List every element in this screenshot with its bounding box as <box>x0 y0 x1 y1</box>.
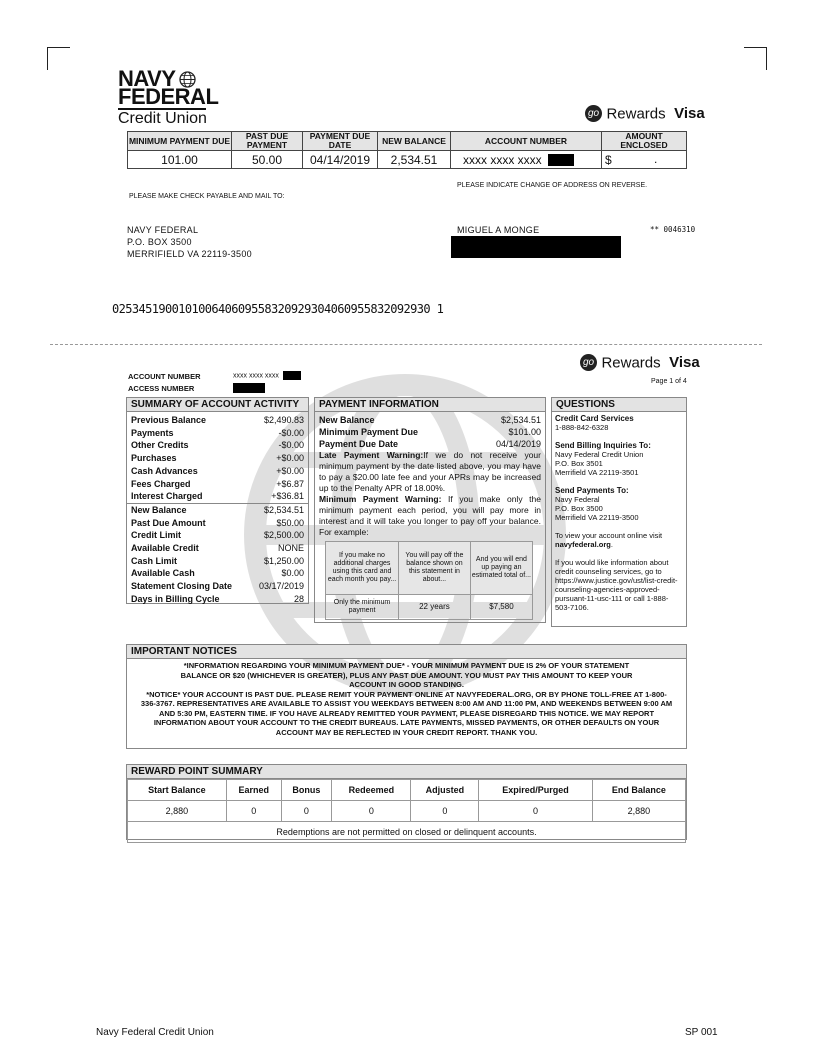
row-label: Statement Closing Date <box>131 581 233 592</box>
credit-card-services-phone: 1-888-842-6328 <box>555 423 609 432</box>
ocr-scanline: 025345190010100640609558320929304060955832092930 1 <box>112 302 444 316</box>
go-logo-icon: go <box>580 354 597 371</box>
credit-card-services-label: Credit Card Services <box>555 414 634 423</box>
row-label: Credit Limit <box>131 530 182 541</box>
go-rewards-visa-logo-top <box>585 105 705 123</box>
change-of-address-note: PLEASE INDICATE CHANGE OF ADDRESS ON REVERSE. <box>457 182 648 189</box>
remit-line3: MERRIFIELD VA 22119-3500 <box>127 249 252 259</box>
go-rewards-visa-logo-statement <box>580 354 700 372</box>
reward-header: Expired/Purged <box>479 780 593 801</box>
rewards-word: Rewards <box>606 105 666 123</box>
summary-row <box>127 490 308 504</box>
minimum-payment-example-table <box>325 541 533 620</box>
account-number-value <box>451 151 602 169</box>
send-payments-label: Send Payments To: <box>555 486 629 495</box>
row-label: Previous Balance <box>131 415 207 425</box>
reward-header: Redeemed <box>332 780 411 801</box>
row-value: $2,490.83 <box>263 415 304 425</box>
minimum-payment-warning <box>315 494 545 538</box>
row-label: Interest Charged <box>131 491 203 502</box>
row-value: 03/17/2019 <box>258 581 304 592</box>
account-number-masked: xxxx xxxx xxxx <box>463 152 542 167</box>
example-header: If you make no additional charges using this card and each month you pay... <box>326 542 399 595</box>
redaction-bar <box>283 371 301 380</box>
row-value: $1,250.00 <box>263 555 304 566</box>
row-value: -$0.00 <box>278 440 304 451</box>
reward-value: 2,880 <box>128 801 227 822</box>
late-warning-label: Late Payment Warning: <box>319 450 424 460</box>
summary-row <box>127 567 308 580</box>
account-number-statement <box>233 371 301 380</box>
row-value: -$0.00 <box>278 427 304 438</box>
reward-point-summary <box>126 764 687 840</box>
summary-row <box>127 414 308 427</box>
account-number-label: ACCOUNT NUMBER <box>128 372 201 381</box>
payment-information <box>314 397 546 623</box>
row-label: Other Credits <box>131 440 189 451</box>
billing-line: Navy Federal Credit Union <box>555 450 644 459</box>
billing-inquiries-label: Send Billing Inquiries To: <box>555 441 651 450</box>
summary-row <box>127 504 308 517</box>
row-label: New Balance <box>319 415 375 425</box>
reward-value: 0 <box>411 801 479 822</box>
important-notices <box>126 644 687 749</box>
example-cell: $7,580 <box>470 595 532 620</box>
summary-row <box>127 517 308 530</box>
summary-row <box>127 580 308 593</box>
access-number-label: ACCESS NUMBER <box>128 384 195 393</box>
logo-line3: Credit Union <box>118 110 207 127</box>
payment-coupon-table <box>127 131 687 169</box>
coupon-header: NEW BALANCE <box>378 132 451 151</box>
row-value: $2,500.00 <box>263 530 304 541</box>
row-label: Fees Charged <box>131 478 191 489</box>
website-link[interactable]: navyfederal.org <box>555 540 611 549</box>
coupon-header: PAYMENT DUE DATE <box>303 132 378 151</box>
summary-row <box>127 452 308 465</box>
coupon-header: AMOUNT ENCLOSED <box>602 132 687 151</box>
row-label: Days in Billing Cycle <box>131 593 220 604</box>
summary-row <box>127 439 308 452</box>
payments-line: P.O. Box 3500 <box>555 504 603 513</box>
logo-line1: NAVY <box>118 66 176 91</box>
footer-left: Navy Federal Credit Union <box>96 1027 214 1038</box>
questions-panel <box>551 397 687 627</box>
late-warning-text: If we do not receive your minimum payment by the date listed above, you may have to pay a $20.00 late fee and your APRs may be increased up to the Penalty APR of 18.00%. <box>319 450 541 493</box>
row-label: Payments <box>131 427 174 438</box>
reward-header: Start Balance <box>128 780 227 801</box>
reward-header: Bonus <box>281 780 332 801</box>
view-text: To view your account online visit <box>555 531 663 540</box>
summary-row <box>127 465 308 478</box>
reward-summary-title: REWARD POINT SUMMARY <box>127 765 686 779</box>
summary-row <box>127 555 308 568</box>
summary-of-account-activity <box>126 397 309 604</box>
row-value: $50.00 <box>276 517 304 528</box>
page-indicator: Page 1 of 4 <box>651 378 687 385</box>
new-balance-value: 2,534.51 <box>378 151 451 169</box>
summary-row <box>127 478 308 491</box>
row-label: Available Credit <box>131 543 199 554</box>
row-value: 04/14/2019 <box>495 439 541 449</box>
billing-line: P.O. Box 3501 <box>555 459 603 468</box>
example-header: And you will end up paying an estimated total of... <box>470 542 532 595</box>
row-label: Available Cash <box>131 568 195 579</box>
footer-right: SP 001 <box>685 1027 718 1038</box>
member-name: MIGUEL A MONGE <box>457 225 540 235</box>
crop-mark-left <box>47 47 70 70</box>
view-end: . <box>610 540 613 549</box>
payments-line: Merrifield VA 22119-3500 <box>555 513 639 522</box>
rewards-word: Rewards <box>601 354 661 372</box>
row-value: +$36.81 <box>271 491 304 502</box>
reward-point-table <box>127 779 686 843</box>
min-warning-label: Minimum Payment Warning: <box>319 494 442 504</box>
remit-address <box>127 224 252 260</box>
row-value: +$6.87 <box>276 478 304 489</box>
reward-header: Adjusted <box>411 780 479 801</box>
row-value: $2,534.51 <box>263 504 304 515</box>
reward-value: 0 <box>226 801 281 822</box>
row-value: +$0.00 <box>276 465 304 476</box>
reward-value: 0 <box>332 801 411 822</box>
view-account-online <box>555 531 683 549</box>
row-value: $101.00 <box>508 427 541 437</box>
row-value: +$0.00 <box>276 453 304 464</box>
questions-title: QUESTIONS <box>552 398 686 412</box>
member-address-redaction <box>451 236 621 258</box>
navy-federal-logo <box>118 66 219 128</box>
payment-title: PAYMENT INFORMATION <box>315 398 545 412</box>
row-label: New Balance <box>131 504 187 515</box>
payment-row <box>315 426 545 438</box>
perforation-line <box>50 344 762 345</box>
payments-line: Navy Federal <box>555 495 600 504</box>
remit-line2: P.O. BOX 3500 <box>127 237 192 247</box>
member-code: ** 0046310 <box>650 225 696 234</box>
access-number-redaction <box>233 383 265 393</box>
summary-title: SUMMARY OF ACCOUNT ACTIVITY <box>127 398 308 412</box>
dollar-sign: $ <box>605 152 612 167</box>
summary-row <box>127 593 308 606</box>
reward-value: 0 <box>281 801 332 822</box>
row-label: Purchases <box>131 453 177 464</box>
credit-counseling-text: If you would like information about credit counseling services, go to https://www.justice.gov/ust/list-credit-counseling-agencies-approved-pursuant-11-usc-111 or call 1-888-503-7106. <box>555 558 678 612</box>
past-due-payment-value: 50.00 <box>232 151 303 169</box>
row-label: Payment Due Date <box>319 439 399 449</box>
redaction-bar <box>548 154 574 166</box>
reward-value: 0 <box>479 801 593 822</box>
row-value: 28 <box>293 593 304 604</box>
payable-note: PLEASE MAKE CHECK PAYABLE AND MAIL TO: <box>129 193 285 200</box>
crop-mark-right <box>744 47 767 70</box>
coupon-header: MINIMUM PAYMENT DUE <box>128 132 232 151</box>
visa-word: Visa <box>674 105 705 123</box>
payment-due-date-value: 04/14/2019 <box>303 151 378 169</box>
notices-title: IMPORTANT NOTICES <box>127 645 686 659</box>
remit-line1: NAVY FEDERAL <box>127 225 199 235</box>
billing-line: Merrifield VA 22119-3501 <box>555 468 639 477</box>
payment-row <box>315 438 545 450</box>
cents-dot: . <box>654 152 658 166</box>
visa-word: Visa <box>669 354 700 372</box>
row-label: Minimum Payment Due <box>319 427 419 437</box>
reward-footnote: Redemptions are not permitted on closed or delinquent accounts. <box>128 822 686 843</box>
reward-header: Earned <box>226 780 281 801</box>
go-logo-icon: go <box>585 105 602 122</box>
summary-row <box>127 427 308 440</box>
row-value: NONE <box>277 543 304 554</box>
summary-row <box>127 542 308 555</box>
notice-past-due: *NOTICE* YOUR ACCOUNT IS PAST DUE. PLEASE REMIT YOUR PAYMENT ONLINE AT NAVYFEDERAL.ORG, OR BY PHONE TOLL-FREE AT 1-800-336-3767. REPRESENTATIVES ARE AVAILABLE TO ASSIST YOU WEEKDAYS BETWEEN 8:00 AM AND 11:00 PM, AND WEEKENDS BETWEEN 9:00 AM AND 5:30 PM, EASTERN TIME. IF YOU HAVE ALREADY REMITTED YOUR PAYMENT, PLEASE DISREGARD THIS NOTICE. WE MAY REPORT INFORMATION ABOUT YOUR ACCOUNT TO THE CREDIT BUREAUS. LATE PAYMENTS, MISSED PAYMENTS, OR OTHER DEFAULTS ON YOUR ACCOUNT MAY BE REFLECTED IN YOUR CREDIT REPORT. THANK YOU. <box>140 689 673 737</box>
example-cell: 22 years <box>399 595 471 620</box>
notice-minimum-payment: *INFORMATION REGARDING YOUR MINIMUM PAYMENT DUE* - YOUR MINIMUM PAYMENT DUE IS 2% OF YOUR STATEMENT BALANCE OR $20 (WHICHEVER IS GREATER), PLUS ANY PAST DUE AMOUNT. YOU MUST PAY THIS AMOUNT TO KEEP YOUR ACCOUNT IN GOOD STANDING. <box>180 661 633 689</box>
minimum-payment-due-value: 101.00 <box>128 151 232 169</box>
summary-row <box>127 529 308 542</box>
row-label: Cash Limit <box>131 555 178 566</box>
reward-value: 2,880 <box>592 801 685 822</box>
min-warning-text: If you make only the minimum payment each period, you will pay more in interest and it will take you longer to pay off your balance. For example: <box>319 494 541 537</box>
account-number-masked: xxxx xxxx xxxx <box>233 372 279 380</box>
reward-header: End Balance <box>592 780 685 801</box>
row-label: Past Due Amount <box>131 517 206 528</box>
payment-row <box>315 414 545 426</box>
coupon-header: ACCOUNT NUMBER <box>451 132 602 151</box>
logo-line2: FEDERAL <box>118 84 219 109</box>
row-value: $0.00 <box>281 568 304 579</box>
example-header: You will pay off the balance shown on this statement in about... <box>399 542 471 595</box>
amount-enclosed-field[interactable] <box>602 151 687 169</box>
row-label: Cash Advances <box>131 465 198 476</box>
example-cell: Only the minimum payment <box>326 595 399 620</box>
coupon-header: PAST DUE PAYMENT <box>232 132 303 151</box>
row-value: $2,534.51 <box>500 415 541 425</box>
late-payment-warning <box>315 450 545 494</box>
